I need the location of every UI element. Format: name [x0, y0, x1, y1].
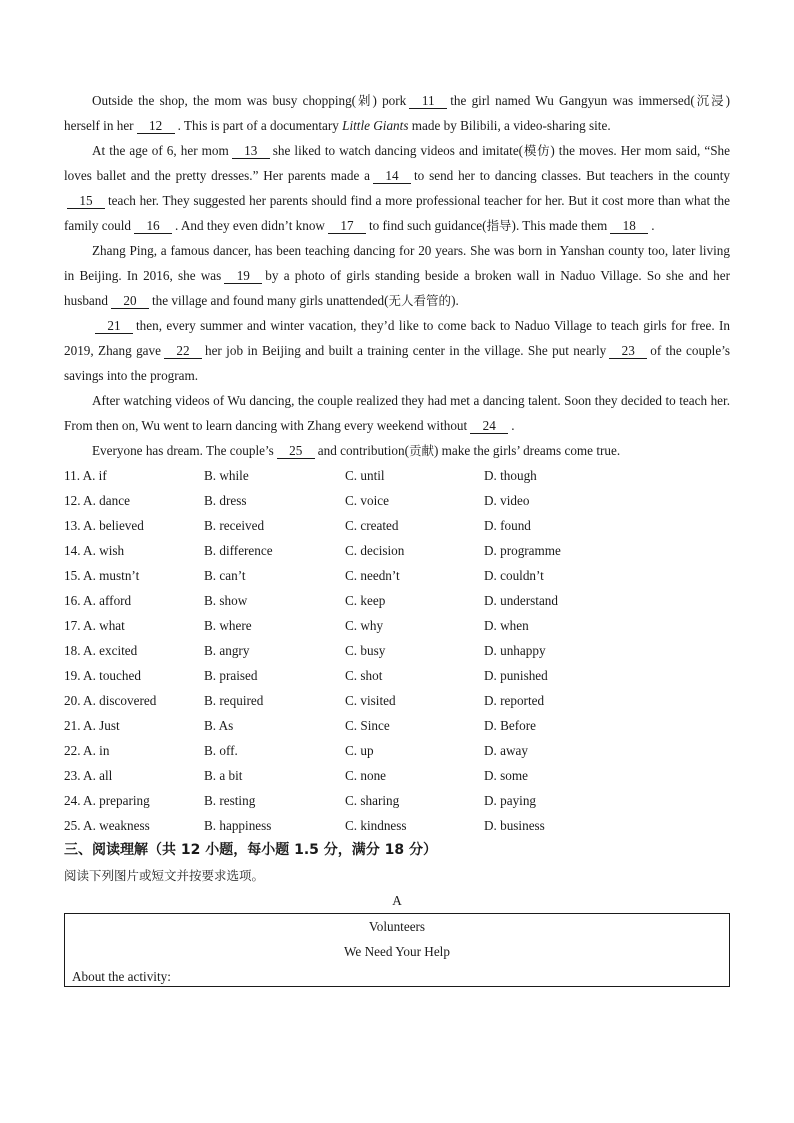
- answer-options: [64, 463, 730, 838]
- option-b[interactable]: B. received: [204, 518, 265, 533]
- option-row-14: [64, 538, 730, 563]
- passage-paragraph-5: [64, 388, 730, 438]
- option-a[interactable]: 16. A. afford: [64, 593, 132, 608]
- option-row-22: [64, 738, 730, 763]
- option-a[interactable]: 25. A. weakness: [64, 818, 150, 833]
- option-c[interactable]: C. up: [345, 743, 374, 758]
- text: by a photo of girls standing beside a broken wall in Naduo Village. So she and her husband: [64, 268, 730, 308]
- option-row-21: [64, 713, 730, 738]
- option-c[interactable]: C. created: [345, 518, 399, 533]
- text: teach her. They suggested her parents should find a more professional teacher for her. But it cost more than what the family could: [64, 193, 730, 233]
- option-a[interactable]: 24. A. preparing: [64, 793, 150, 808]
- text: her job in Beijing and built a training center in the village. She put nearly: [204, 343, 607, 358]
- text: ) the moves. Her mom said, “She loves ballet and the pretty dresses.” Her parents made a: [64, 143, 730, 183]
- text: to find such guidance(: [368, 218, 487, 233]
- blank-17[interactable]: 17: [328, 219, 366, 234]
- option-b[interactable]: B. show: [204, 593, 248, 608]
- option-c[interactable]: C. none: [345, 768, 387, 783]
- chinese-gloss: 指导: [486, 218, 512, 233]
- option-b[interactable]: B. difference: [204, 543, 273, 558]
- text: .: [511, 418, 515, 433]
- option-b[interactable]: B. resting: [204, 793, 256, 808]
- exam-page: [64, 88, 730, 987]
- option-c[interactable]: C. keep: [345, 593, 386, 608]
- option-b[interactable]: B. can’t: [204, 568, 246, 583]
- passage-paragraph-6: [64, 438, 730, 463]
- option-row-25: [64, 813, 730, 838]
- chinese-gloss: 剁: [356, 93, 373, 108]
- option-row-23: [64, 763, 730, 788]
- blank-20[interactable]: 20: [111, 294, 149, 309]
- blank-23[interactable]: 23: [609, 344, 647, 359]
- option-c[interactable]: C. needn’t: [345, 568, 400, 583]
- option-a[interactable]: 17. A. what: [64, 618, 125, 633]
- text: Zhang Ping, a famous dancer, has been teaching dancing for 20 years. She was born in Yanshan county too, later living in Beijing. In 2016, she was: [64, 243, 730, 283]
- option-c[interactable]: C. voice: [345, 493, 389, 508]
- option-b[interactable]: B. happiness: [204, 818, 272, 833]
- option-a[interactable]: 20. A. discovered: [64, 693, 157, 708]
- option-a[interactable]: 21. A. Just: [64, 718, 120, 733]
- option-b[interactable]: B. while: [204, 468, 249, 483]
- blank-25[interactable]: 25: [277, 444, 315, 459]
- option-b[interactable]: B. dress: [204, 493, 247, 508]
- blank-13[interactable]: 13: [232, 144, 270, 159]
- text: .: [651, 218, 655, 233]
- option-row-20: [64, 688, 730, 713]
- passage-paragraph-4: [64, 313, 730, 388]
- option-a[interactable]: 19. A. touched: [64, 668, 141, 683]
- option-d[interactable]: D. couldn’t: [484, 568, 544, 583]
- option-row-13: [64, 513, 730, 538]
- notice-about-label: About the activity:: [72, 969, 171, 984]
- option-row-11: [64, 463, 730, 488]
- option-row-19: [64, 663, 730, 688]
- option-d[interactable]: D. Before: [484, 718, 536, 733]
- blank-21[interactable]: 21: [95, 319, 133, 334]
- blank-14[interactable]: 14: [373, 169, 411, 184]
- text: ). This made them: [511, 218, 608, 233]
- option-row-17: [64, 613, 730, 638]
- text: After watching videos of Wu dancing, the couple realized they had met a dancing talent. Soon they decided to teach her. From then on, Wu went to learn dancing with Zhang every weekend without: [64, 393, 730, 433]
- option-row-18: [64, 638, 730, 663]
- chinese-gloss: 沉浸: [694, 93, 726, 108]
- option-a[interactable]: 13. A. believed: [64, 518, 144, 533]
- notice-title: Volunteers: [368, 919, 426, 934]
- option-d[interactable]: D. reported: [484, 693, 545, 708]
- blank-12[interactable]: 12: [137, 119, 175, 134]
- blank-22[interactable]: 22: [164, 344, 202, 359]
- section-heading: 三、阅读理解（共 12 小题，每小题 1.5 分，满分 18 分）: [64, 842, 438, 858]
- text: the village and found many girls unattended(: [151, 293, 389, 308]
- option-d[interactable]: D. though: [484, 468, 537, 483]
- option-c[interactable]: C. why: [345, 618, 384, 633]
- notice-subtitle: We Need Your Help: [344, 944, 450, 959]
- option-c[interactable]: C. sharing: [345, 793, 400, 808]
- option-b[interactable]: B. a bit: [204, 768, 243, 783]
- passage-paragraph-1: [64, 88, 730, 138]
- chinese-gloss: 无人看管的: [388, 293, 452, 308]
- option-row-24: [64, 788, 730, 813]
- documentary-title: Little Giants: [342, 118, 409, 133]
- text: . And they even didn’t know: [175, 218, 325, 233]
- option-d[interactable]: D. found: [484, 518, 531, 533]
- text: the girl named Wu Gangyun was immersed(: [450, 93, 695, 108]
- text: ) make the girls’ dreams come true.: [433, 443, 621, 458]
- text: ) pork: [372, 93, 407, 108]
- option-c[interactable]: C. kindness: [345, 818, 407, 833]
- chinese-gloss: 模仿: [523, 143, 551, 158]
- option-c[interactable]: C. until: [345, 468, 385, 483]
- option-d[interactable]: D. business: [484, 818, 545, 833]
- option-d[interactable]: D. unhappy: [484, 643, 546, 658]
- text: then, every summer and winter vacation, they’d like to come back to Naduo Village to teach girls for free. In 2019, Zhang gave: [64, 318, 730, 358]
- volunteer-notice-box: [64, 913, 730, 987]
- option-a[interactable]: 12. A. dance: [64, 493, 130, 508]
- text: Everyone has dream. The couple’s: [92, 443, 274, 458]
- text: to send her to dancing classes. But teachers in the county: [414, 168, 730, 183]
- option-d[interactable]: D. away: [484, 743, 528, 758]
- blank-24[interactable]: 24: [470, 419, 508, 434]
- option-d[interactable]: D. when: [484, 618, 529, 633]
- passage-paragraph-3: [64, 238, 730, 313]
- blank-16[interactable]: 16: [134, 219, 172, 234]
- option-b[interactable]: B. praised: [204, 668, 258, 683]
- blank-15[interactable]: 15: [67, 194, 105, 209]
- option-b[interactable]: B. off.: [204, 743, 238, 758]
- text: . This is part of a documentary: [177, 118, 343, 133]
- option-c[interactable]: C. decision: [345, 543, 405, 558]
- blank-11[interactable]: 11: [409, 94, 447, 109]
- option-a[interactable]: 22. A. in: [64, 743, 110, 758]
- text: Outside the shop, the mom was busy chopping(: [92, 93, 357, 108]
- text: she liked to watch dancing videos and imitate(: [272, 143, 524, 158]
- option-d[interactable]: D. programme: [484, 543, 561, 558]
- option-a[interactable]: 14. A. wish: [64, 543, 125, 558]
- text: ).: [451, 293, 459, 308]
- blank-18[interactable]: 18: [610, 219, 648, 234]
- text: ) herself in her: [64, 93, 730, 133]
- option-d[interactable]: D. understand: [484, 593, 558, 608]
- option-row-12: [64, 488, 730, 513]
- option-c[interactable]: C. visited: [345, 693, 396, 708]
- option-b[interactable]: B. required: [204, 693, 264, 708]
- option-a[interactable]: 15. A. mustn’t: [64, 568, 140, 583]
- chinese-gloss: 贡献: [408, 443, 434, 458]
- option-row-15: [64, 563, 730, 588]
- text: of the couple’s savings into the program.: [64, 343, 730, 383]
- text: made by Bilibili, a video-sharing site.: [408, 118, 611, 133]
- text: At the age of 6, her mom: [92, 143, 229, 158]
- option-c[interactable]: C. busy: [345, 643, 386, 658]
- section-instruction: 阅读下列图片或短文并按要求选项。: [64, 868, 265, 883]
- option-c[interactable]: C. shot: [345, 668, 383, 683]
- option-d[interactable]: D. paying: [484, 793, 537, 808]
- option-b[interactable]: B. angry: [204, 643, 250, 658]
- option-d[interactable]: D. some: [484, 768, 528, 783]
- option-row-16: [64, 588, 730, 613]
- option-a[interactable]: 11. A. if: [64, 468, 107, 483]
- option-c[interactable]: C. Since: [345, 718, 390, 733]
- option-b[interactable]: B. As: [204, 718, 234, 733]
- blank-19[interactable]: 19: [224, 269, 262, 284]
- option-b[interactable]: B. where: [204, 618, 252, 633]
- text: and contribution(: [317, 443, 409, 458]
- part-letter: A: [392, 893, 402, 908]
- option-d[interactable]: D. punished: [484, 668, 548, 683]
- option-a[interactable]: 23. A. all: [64, 768, 113, 783]
- option-a[interactable]: 18. A. excited: [64, 643, 138, 658]
- option-d[interactable]: D. video: [484, 493, 530, 508]
- passage-paragraph-2: [64, 138, 730, 238]
